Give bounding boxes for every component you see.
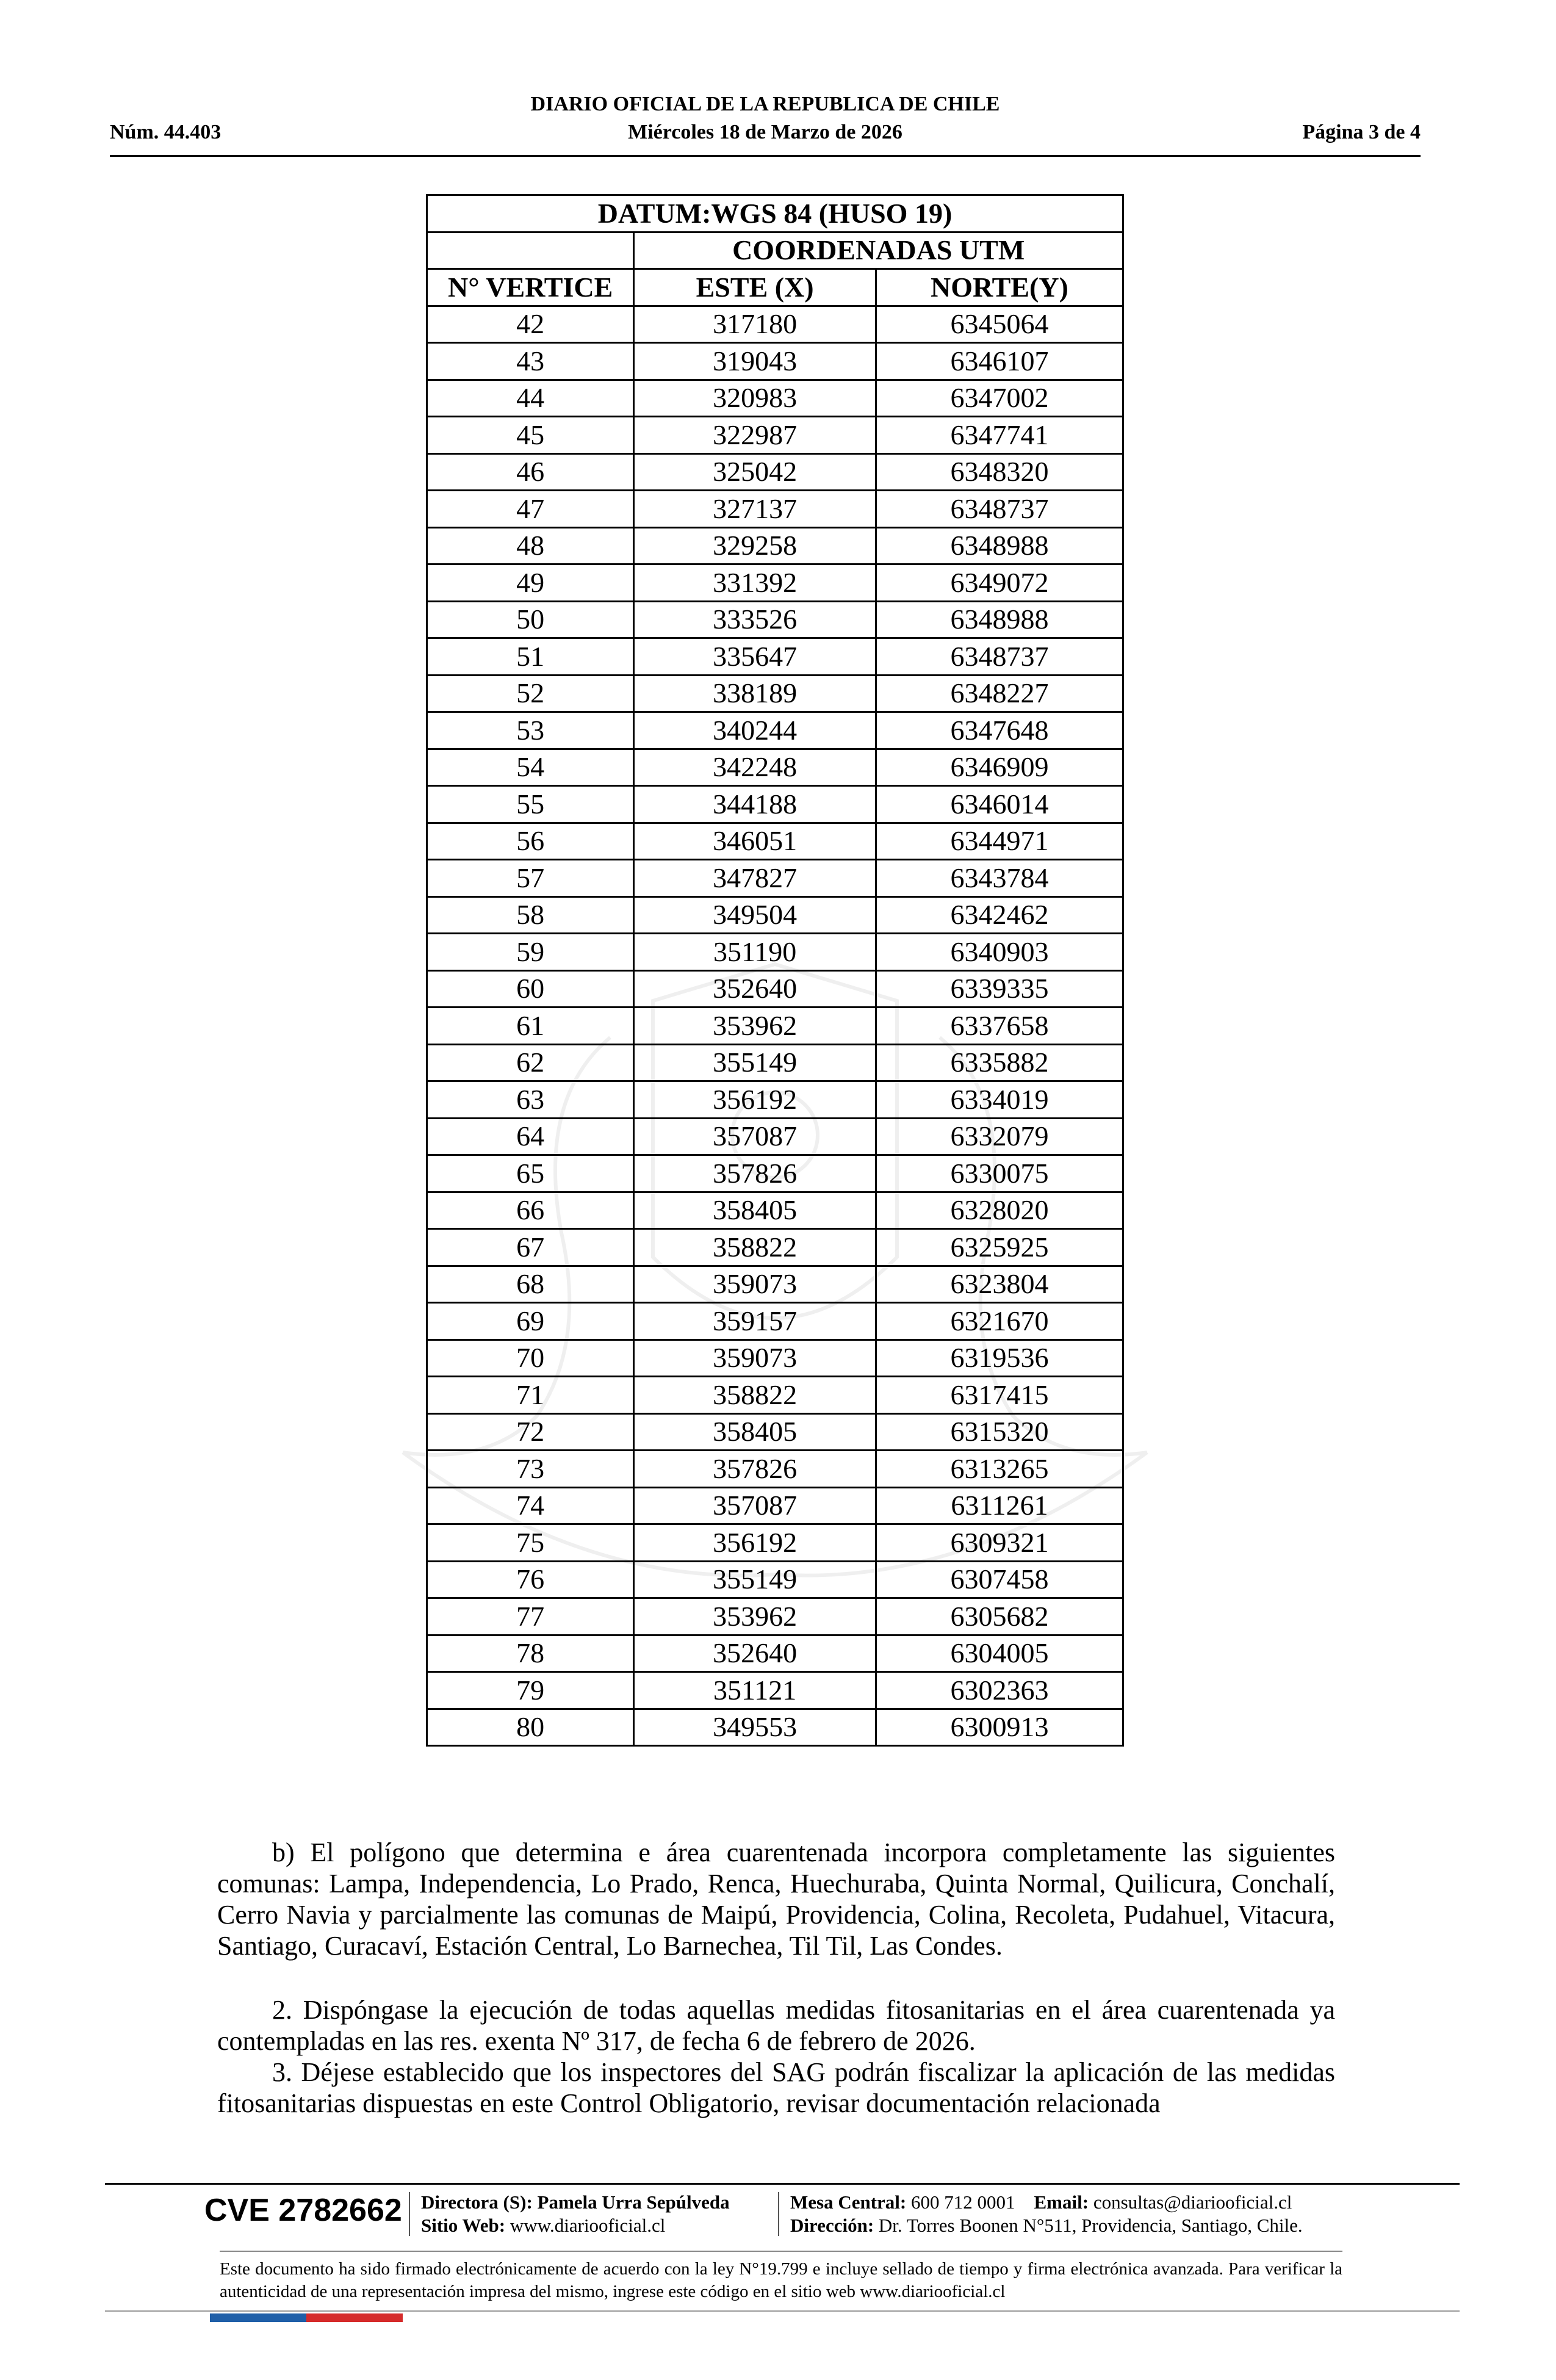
table-row: [427, 380, 1123, 417]
east-cell: 357826: [634, 1451, 876, 1488]
footer-separator: [778, 2192, 779, 2236]
vertex-cell: 47: [427, 491, 634, 528]
north-cell: 6343784: [876, 860, 1123, 897]
east-cell: 344188: [634, 786, 876, 823]
east-cell: 357826: [634, 1155, 876, 1192]
north-cell: 6304005: [876, 1635, 1123, 1672]
east-cell: 338189: [634, 675, 876, 712]
north-cell: 6307458: [876, 1561, 1123, 1598]
north-cell: 6349072: [876, 564, 1123, 602]
north-cell: 6340903: [876, 934, 1123, 971]
coordinates-body: [427, 306, 1123, 1746]
phone-value: 600 712 0001: [911, 2191, 1015, 2213]
table-row: [427, 675, 1123, 712]
vertex-cell: 61: [427, 1008, 634, 1045]
table-row: [427, 1413, 1123, 1451]
table-row: [427, 1303, 1123, 1340]
director-label: Directora (S): Pamela Urra Sepúlveda: [421, 2191, 730, 2213]
north-cell: 6311261: [876, 1487, 1123, 1524]
email-label: Email:: [1034, 2191, 1089, 2213]
paragraph-b: [217, 1837, 1335, 1961]
table-row: [427, 786, 1123, 823]
vertex-cell: 66: [427, 1192, 634, 1229]
vertex-cell: 72: [427, 1413, 634, 1451]
east-cell: 335647: [634, 638, 876, 676]
north-cell: 6332079: [876, 1118, 1123, 1155]
east-cell: 349553: [634, 1709, 876, 1746]
east-cell: 327137: [634, 491, 876, 528]
north-cell: 6348227: [876, 675, 1123, 712]
north-cell: 6342462: [876, 896, 1123, 934]
north-cell: 6347002: [876, 380, 1123, 417]
vertex-cell: 62: [427, 1044, 634, 1081]
north-cell: 6348737: [876, 491, 1123, 528]
east-cell: 347827: [634, 860, 876, 897]
east-cell: 325042: [634, 453, 876, 491]
vertex-cell: 50: [427, 601, 634, 638]
north-cell: 6323804: [876, 1266, 1123, 1303]
table-row: [427, 417, 1123, 454]
table-row: [427, 1709, 1123, 1746]
east-cell: 351121: [634, 1672, 876, 1709]
vertex-cell: 44: [427, 380, 634, 417]
east-cell: 359073: [634, 1266, 876, 1303]
table-row: [427, 1155, 1123, 1192]
north-cell: 6305682: [876, 1598, 1123, 1635]
table-row: [427, 823, 1123, 860]
table-row: [427, 1524, 1123, 1562]
table-row: [427, 896, 1123, 934]
vertex-cell: 65: [427, 1155, 634, 1192]
north-cell: 6344971: [876, 823, 1123, 860]
table-row: [427, 343, 1123, 380]
table-row: [427, 1561, 1123, 1598]
paragraph-3-text: 3. Déjese establecido que los inspectores del SAG podrán fiscalizar la aplicación de las medidas fitosanitarias dispuestas en este Control Obligatorio, revisar documentación relacionada: [217, 2057, 1335, 2118]
north-cell: 6319536: [876, 1340, 1123, 1377]
north-cell: 6348320: [876, 453, 1123, 491]
east-cell: 349504: [634, 896, 876, 934]
vertex-cell: 74: [427, 1487, 634, 1524]
table-row: [427, 306, 1123, 343]
north-cell: 6337658: [876, 1008, 1123, 1045]
north-cell: 6348988: [876, 601, 1123, 638]
north-cell: 6328020: [876, 1192, 1123, 1229]
issue-number: Núm. 44.403: [110, 121, 222, 143]
column-header-north: NORTE(Y): [876, 269, 1123, 306]
table-row: [427, 860, 1123, 897]
coordinates-table: [426, 194, 1124, 1747]
paragraph-2: [217, 1994, 1335, 2057]
east-cell: 356192: [634, 1524, 876, 1562]
north-cell: 6313265: [876, 1451, 1123, 1488]
table-row: [427, 970, 1123, 1008]
bottom-divider: [105, 2310, 1460, 2312]
east-cell: 317180: [634, 306, 876, 343]
issue-date: Miércoles 18 de Marzo de 2026: [628, 121, 902, 143]
east-cell: 333526: [634, 601, 876, 638]
east-cell: 346051: [634, 823, 876, 860]
table-row: [427, 1266, 1123, 1303]
east-cell: 319043: [634, 343, 876, 380]
table-row: [427, 1598, 1123, 1635]
table-row: [427, 1672, 1123, 1709]
table-row: [427, 1044, 1123, 1081]
footer-separator: [409, 2192, 410, 2236]
vertex-cell: 48: [427, 527, 634, 564]
north-cell: 6315320: [876, 1413, 1123, 1451]
table-row: [427, 934, 1123, 971]
north-cell: 6339335: [876, 970, 1123, 1008]
east-cell: 351190: [634, 934, 876, 971]
north-cell: 6334019: [876, 1081, 1123, 1119]
table-row: [427, 749, 1123, 786]
footer-divider: [105, 2183, 1460, 2185]
table-row: [427, 1229, 1123, 1266]
east-cell: 357087: [634, 1118, 876, 1155]
north-cell: 6325925: [876, 1229, 1123, 1266]
footer-contact-block: [790, 2191, 1303, 2237]
vertex-cell: 79: [427, 1672, 634, 1709]
vertex-cell: 69: [427, 1303, 634, 1340]
east-cell: 352640: [634, 970, 876, 1008]
vertex-cell: 76: [427, 1561, 634, 1598]
header-divider: [110, 155, 1421, 157]
vertex-cell: 42: [427, 306, 634, 343]
east-cell: 359157: [634, 1303, 876, 1340]
east-cell: 357087: [634, 1487, 876, 1524]
vertex-cell: 60: [427, 970, 634, 1008]
vertex-cell: 67: [427, 1229, 634, 1266]
paragraph-b-text: b) El polígono que determina e área cuarentenada incorpora completamente las siguientes comunas: Lampa, Independencia, Lo Prado, Renca, Huechuraba, Quinta Normal, Quilicura, Conchalí, Cerro Navia y parcialmente las comunas de Maipú, Providencia, Colina, Recoleta, Pudahuel, Vitacura, Santiago, Curacaví, Estación Central, Lo Barnechea, Til Til, Las Condes.: [217, 1837, 1335, 1961]
east-cell: 353962: [634, 1008, 876, 1045]
east-cell: 342248: [634, 749, 876, 786]
east-cell: 322987: [634, 417, 876, 454]
north-cell: 6309321: [876, 1524, 1123, 1562]
north-cell: 6317415: [876, 1377, 1123, 1414]
north-cell: 6348988: [876, 527, 1123, 564]
vertex-cell: 52: [427, 675, 634, 712]
east-cell: 331392: [634, 564, 876, 602]
table-row: [427, 1008, 1123, 1045]
empty-header-cell: [427, 232, 634, 269]
page-header: [110, 92, 1421, 159]
vertex-cell: 77: [427, 1598, 634, 1635]
address-label: Dirección:: [790, 2215, 874, 2236]
publication-title: DIARIO OFICIAL DE LA REPUBLICA DE CHILE: [530, 93, 1000, 115]
vertex-cell: 53: [427, 712, 634, 749]
table-row: [427, 1192, 1123, 1229]
north-cell: 6346014: [876, 786, 1123, 823]
north-cell: 6346107: [876, 343, 1123, 380]
table-row: [427, 564, 1123, 602]
vertex-cell: 73: [427, 1451, 634, 1488]
vertex-cell: 56: [427, 823, 634, 860]
vertex-cell: 55: [427, 786, 634, 823]
north-cell: 6330075: [876, 1155, 1123, 1192]
north-cell: 6335882: [876, 1044, 1123, 1081]
north-cell: 6347648: [876, 712, 1123, 749]
east-cell: 358405: [634, 1192, 876, 1229]
vertex-cell: 43: [427, 343, 634, 380]
east-cell: 355149: [634, 1561, 876, 1598]
table-row: [427, 1081, 1123, 1119]
table-row: [427, 1118, 1123, 1155]
paragraph-3: [217, 2057, 1335, 2119]
cve-code: CVE 2782662: [204, 2193, 402, 2228]
vertex-cell: 45: [427, 417, 634, 454]
east-cell: 355149: [634, 1044, 876, 1081]
flag-stripe-red: [306, 2313, 403, 2322]
east-cell: 329258: [634, 527, 876, 564]
north-cell: 6348737: [876, 638, 1123, 676]
table-row: [427, 1487, 1123, 1524]
site-label: Sitio Web:: [421, 2215, 506, 2236]
north-cell: 6346909: [876, 749, 1123, 786]
vertex-cell: 63: [427, 1081, 634, 1119]
legal-notice: Este documento ha sido firmado electrónicamente de acuerdo con la ley N°19.799 e incluye sellado de tiempo y firma electrónica avanzada. Para verificar la autenticidad de una representación impresa del mismo, ingrese este código en el sitio web www.diariooficial.cl: [220, 2259, 1342, 2301]
utm-group-header: COORDENADAS UTM: [634, 232, 1123, 269]
email-link[interactable]: consultas@diariooficial.cl: [1093, 2191, 1292, 2213]
table-row: [427, 1635, 1123, 1672]
east-cell: 358822: [634, 1229, 876, 1266]
footer-director-block: [421, 2191, 730, 2237]
page-number: Página 3 de 4: [1302, 121, 1421, 143]
east-cell: 359073: [634, 1340, 876, 1377]
table-row: [427, 1377, 1123, 1414]
north-cell: 6321670: [876, 1303, 1123, 1340]
paragraph-2-text: 2. Dispóngase la ejecución de todas aquellas medidas fitosanitarias en el área cuarentenada ya contempladas en las res. exenta Nº 317, de fecha 6 de febrero de 2026.: [217, 1995, 1335, 2056]
vertex-cell: 75: [427, 1524, 634, 1562]
table-row: [427, 491, 1123, 528]
vertex-cell: 57: [427, 860, 634, 897]
north-cell: 6345064: [876, 306, 1123, 343]
column-header-vertex: N° VERTICE: [427, 269, 634, 306]
vertex-cell: 64: [427, 1118, 634, 1155]
east-cell: 356192: [634, 1081, 876, 1119]
datum-header: DATUM:WGS 84 (HUSO 19): [427, 195, 1123, 233]
footer-thin-divider: [220, 2251, 1342, 2252]
north-cell: 6300913: [876, 1709, 1123, 1746]
table-row: [427, 1451, 1123, 1488]
east-cell: 320983: [634, 380, 876, 417]
east-cell: 358822: [634, 1377, 876, 1414]
vertex-cell: 51: [427, 638, 634, 676]
vertex-cell: 54: [427, 749, 634, 786]
table-row: [427, 601, 1123, 638]
vertex-cell: 58: [427, 896, 634, 934]
site-link[interactable]: www.diariooficial.cl: [510, 2215, 666, 2236]
column-header-east: ESTE (X): [634, 269, 876, 306]
north-cell: 6302363: [876, 1672, 1123, 1709]
table-row: [427, 712, 1123, 749]
vertex-cell: 59: [427, 934, 634, 971]
table-row: [427, 453, 1123, 491]
table-row: [427, 638, 1123, 676]
vertex-cell: 70: [427, 1340, 634, 1377]
phone-label: Mesa Central:: [790, 2191, 907, 2213]
vertex-cell: 68: [427, 1266, 634, 1303]
vertex-cell: 49: [427, 564, 634, 602]
east-cell: 353962: [634, 1598, 876, 1635]
address-value: Dr. Torres Boonen N°511, Providencia, Santiago, Chile.: [878, 2215, 1303, 2236]
vertex-cell: 46: [427, 453, 634, 491]
east-cell: 340244: [634, 712, 876, 749]
flag-stripe-blue: [210, 2313, 306, 2322]
vertex-cell: 80: [427, 1709, 634, 1746]
east-cell: 352640: [634, 1635, 876, 1672]
table-row: [427, 527, 1123, 564]
table-row: [427, 1340, 1123, 1377]
vertex-cell: 71: [427, 1377, 634, 1414]
east-cell: 358405: [634, 1413, 876, 1451]
north-cell: 6347741: [876, 417, 1123, 454]
vertex-cell: 78: [427, 1635, 634, 1672]
